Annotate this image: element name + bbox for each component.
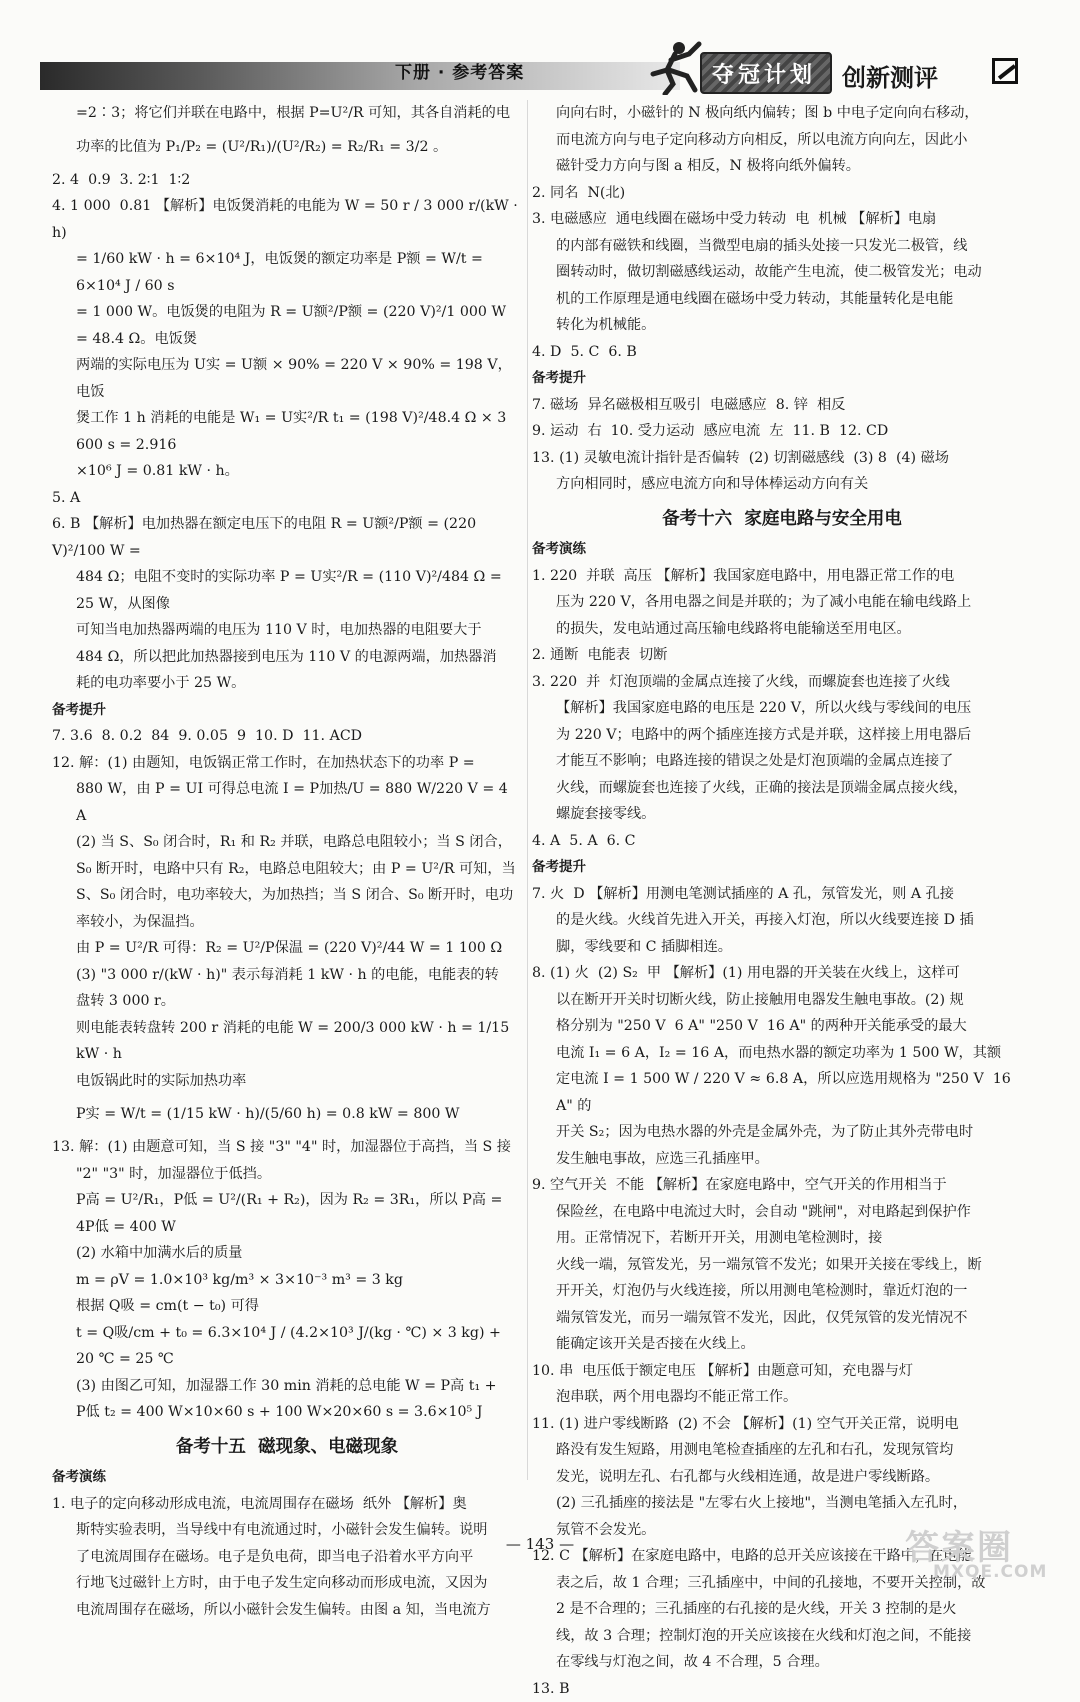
answer-line: 1. 220 并联 高压 【解析】我国家庭电路中，用电器正常工作的电 bbox=[532, 563, 1032, 590]
answer-line: 发光，说明左孔、右孔都与火线相连通，故是进户零线断路。 bbox=[532, 1464, 1032, 1491]
answer-line: 12. 解：(1) 由题知，电饭锅正常工作时，在加热状态下的功率 P = bbox=[52, 750, 522, 777]
answer-line: 才能互不影响；电路连接的错误之处是灯泡顶端的金属点连接了 bbox=[532, 748, 1032, 775]
answer-line: t = Q吸/cm + t₀ = 6.3×10⁴ J / (4.2×10³ J/(kg · ℃) × 3 kg) + 20 ℃ = 25 ℃ bbox=[52, 1320, 522, 1373]
answer-line: 1. 电子的定向移动形成电流，电流周围存在磁场 纸外 【解析】奥 bbox=[52, 1491, 522, 1518]
answer-line: 火线，而螺旋套也连接了火线，正确的接法是顶端金属点接火线， bbox=[532, 775, 1032, 802]
answer-line: S₀ 断开时，电路中只有 R₂，电路总电阻较大；由 P = U²/R 可知，当 bbox=[52, 856, 522, 883]
answer-line: 电饭锅此时的实际加热功率 bbox=[52, 1068, 522, 1095]
checkmark-icon bbox=[992, 58, 1018, 84]
answer-line: 484 Ω，所以把此加热器接到电压为 110 V 的电源两端，加热器消 bbox=[52, 644, 522, 671]
answer-line: 13. B bbox=[532, 1676, 1032, 1702]
answer-line: = 1 000 W。电饭煲的电阻为 R = U额²/P额 = (220 V)²/1 000 W = 48.4 Ω。电饭煲 bbox=[52, 299, 522, 352]
answer-line: 方向相同时，感应电流方向和导体棒运动方向有关 bbox=[532, 471, 1032, 498]
answer-line: P低 t₂ = 400 W×10×60 s + 100 W×20×60 s = 3.6×10⁵ J bbox=[52, 1399, 522, 1426]
answer-line: 发生触电事故，应选三孔插座甲。 bbox=[532, 1146, 1032, 1173]
answer-line: 11. (1) 进户零线断路 (2) 不会 【解析】(1) 空气开关正常，说明电 bbox=[532, 1411, 1032, 1438]
answer-line: =2∶3；将它们并联在电路中，根据 P=U²/R 可知，其各自消耗的电 bbox=[52, 100, 522, 127]
section-title: 备考十五 磁现象、电磁现象 bbox=[52, 1434, 522, 1461]
answer-line: 【解析】我国家庭电路的电压是 220 V，所以火线与零线间的电压 bbox=[532, 695, 1032, 722]
answer-line: (2) 三孔插座的接法是 "左零右火上接地"，当测电笔插入左孔时， bbox=[532, 1490, 1032, 1517]
answer-line: 可知当电加热器两端的电压为 110 V 时，电加热器的电阻要大于 bbox=[52, 617, 522, 644]
answer-line: 率较小，为保温挡。 bbox=[52, 909, 522, 936]
answer-line: 向向右时，小磁针的 N 极向纸内偏转；图 b 中电子定向向右移动， bbox=[532, 100, 1032, 127]
answer-line: 以在断开开关时切断火线，防止接触用电器发生触电事故。(2) 规 bbox=[532, 987, 1032, 1014]
page-number: — 143 — bbox=[0, 1535, 1080, 1553]
answer-line: 2 是不合理的；三孔插座的右孔接的是火线，开关 3 控制的是火 bbox=[532, 1596, 1032, 1623]
answer-line: 13. 解：(1) 由题意可知，当 S 接 "3" "4" 时，加湿器位于高挡，当 S 接 bbox=[52, 1134, 522, 1161]
answer-line: 斯特实验表明，当导线中有电流通过时，小磁针会发生偏转。说明 bbox=[52, 1517, 522, 1544]
left-column bbox=[52, 100, 522, 1623]
answer-line: 用。正常情况下，若断开开关，用测电笔检测时，接 bbox=[532, 1225, 1032, 1252]
subsection-heading: 备考演练 bbox=[52, 1464, 522, 1491]
answer-line: 由 P = U²/R 可得：R₂ = U²/P保温 = (220 V)²/44 W = 1 100 Ω bbox=[52, 935, 522, 962]
answer-line: 4. A 5. A 6. C bbox=[532, 828, 1032, 855]
answer-line: 9. 运动 右 10. 受力运动 感应电流 左 11. B 12. CD bbox=[532, 418, 1032, 445]
answer-line: (2) 当 S、S₀ 闭合时，R₁ 和 R₂ 并联，电路总电阻较小；当 S 闭合， bbox=[52, 829, 522, 856]
answer-line: 3. 电磁感应 通电线圈在磁场中受力转动 电 机械 【解析】电扇 bbox=[532, 206, 1032, 233]
watermark-url: MXQE.COM bbox=[933, 1562, 1047, 1582]
subsection-heading: 备考提升 bbox=[532, 365, 1032, 392]
subsection-heading: 备考提升 bbox=[532, 854, 1032, 881]
answer-line: 484 Ω；电阻不变时的实际功率 P = U实²/R = (110 V)²/484 Ω = 25 W，从图像 bbox=[52, 564, 522, 617]
answer-line: 盘转 3 000 r。 bbox=[52, 988, 522, 1015]
answer-line: 13. (1) 灵敏电流计指针是否偏转 (2) 切割磁感线 (3) 8 (4) 磁场 bbox=[532, 445, 1032, 472]
answer-line: 两端的实际电压为 U实 = U额 × 90% = 220 V × 90% = 198 V，电饭 bbox=[52, 352, 522, 405]
answer-line: 功率的比值为 P₁/P₂ = (U²/R₁)/(U²/R₂) = R₂/R₁ = 3/2 。 bbox=[52, 127, 522, 167]
subsection-heading: 备考演练 bbox=[532, 536, 1032, 563]
answer-line: 4. D 5. C 6. B bbox=[532, 339, 1032, 366]
answer-line: 的内部有磁铁和线圈，当微型电扇的插头处接一只发光二极管，线 bbox=[532, 233, 1032, 260]
answer-line: (3) "3 000 r/(kW · h)" 表示每消耗 1 kW · h 的电能，电能表的转 bbox=[52, 962, 522, 989]
section-title: 备考十六 家庭电路与安全用电 bbox=[532, 506, 1032, 533]
answer-line: 电流周围存在磁场，所以小磁针会发生偏转。由图 a 知，当电流方 bbox=[52, 1597, 522, 1624]
answer-line: 5. A bbox=[52, 485, 522, 512]
answer-line: 10. 串 电压低于额定电压 【解析】由题意可知，充电器与灯 bbox=[532, 1358, 1032, 1385]
answer-line: 6. B 【解析】电加热器在额定电压下的电阻 R = U额²/P额 = (220 V)²/100 W = bbox=[52, 511, 522, 564]
answer-line: 火线一端，氖管发光，另一端氖管不发光；如果开关接在零线上，断 bbox=[532, 1252, 1032, 1279]
answer-line: = 1/60 kW · h = 6×10⁴ J，电饭煲的额定功率是 P额 = W/t = 6×10⁴ J / 60 s bbox=[52, 246, 522, 299]
answer-line: 则电能表转盘转 200 r 消耗的电能 W = 200/3 000 kW · h = 1/15 kW · h bbox=[52, 1015, 522, 1068]
answer-line: 的是火线。火线首先进入开关，再接入灯泡，所以火线要连接 D 插 bbox=[532, 907, 1032, 934]
answer-line: 圈转动时，做切割磁感线运动，故能产生电流，使二极管发光；电动 bbox=[532, 259, 1032, 286]
answer-line: 路没有发生短路，用测电笔检查插座的左孔和右孔，发现氖管均 bbox=[532, 1437, 1032, 1464]
answer-line: 在零线与灯泡之间，故 4 不合理，5 合理。 bbox=[532, 1649, 1032, 1676]
answer-line: 线，故 3 合理；控制灯泡的开关应该接在火线和灯泡之间，不能接 bbox=[532, 1623, 1032, 1650]
answer-line: (3) 由图乙可知，加湿器工作 30 min 消耗的总电能 W = P高 t₁ + bbox=[52, 1373, 522, 1400]
answer-line: 12. C 【解析】在家庭电路中，电路的总开关应该接在干路中，在电能 bbox=[532, 1543, 1032, 1570]
answer-line: 8. (1) 火 (2) S₂ 甲 【解析】(1) 用电器的开关装在火线上，这样可 bbox=[532, 960, 1032, 987]
answer-line: 耗的电功率要小于 25 W。 bbox=[52, 670, 522, 697]
column-divider bbox=[527, 100, 528, 1480]
answer-line: 煲工作 1 h 消耗的电能是 W₁ = U实²/R t₁ = (198 V)²/48.4 Ω × 3 600 s = 2.916 bbox=[52, 405, 522, 458]
answer-line: 而电流方向与电子定向移动方向相反，所以电流方向向左，因此小 bbox=[532, 127, 1032, 154]
answer-line: 9. 空气开关 不能 【解析】在家庭电路中，空气开关的作用相当于 bbox=[532, 1172, 1032, 1199]
answer-line: 磁针受力方向与图 a 相反，N 极将向纸外偏转。 bbox=[532, 153, 1032, 180]
answer-line: 开关 S₂；因为电热水器的外壳是金属外壳，为了防止其外壳带电时 bbox=[532, 1119, 1032, 1146]
answer-line: 保险丝，在电路中电流过大时，会自动 "跳闸"，对电路起到保护作 bbox=[532, 1199, 1032, 1226]
answer-line: 4. 1 000 0.81 【解析】电饭煲消耗的电能为 W = 50 r / 3 000 r/(kW · h) bbox=[52, 193, 522, 246]
answer-line: S、S₀ 闭合时，电功率较大，为加热挡；当 S 闭合、S₀ 断开时，电功 bbox=[52, 882, 522, 909]
answer-line: 电流 I₁ = 6 A，I₂ = 16 A，而电热水器的额定功率为 1 500 W，其额 bbox=[532, 1040, 1032, 1067]
answer-line: 表之后，故 1 合理；三孔插座中，中间的孔接地，不要开关控制，故 bbox=[532, 1570, 1032, 1597]
logo-text: 夺冠计划 bbox=[712, 58, 816, 89]
answer-line: 脚，零线要和 C 插脚相连。 bbox=[532, 934, 1032, 961]
answer-line: 为 220 V；电路中的两个插座连接方式是并联，这样接上用电器后 bbox=[532, 722, 1032, 749]
header-gradient-bar bbox=[40, 62, 680, 90]
answer-line: 2. 同名 N(北) bbox=[532, 180, 1032, 207]
answer-line: 格分别为 "250 V 6 A" "250 V 16 A" 的两种开关能承受的最大 bbox=[532, 1013, 1032, 1040]
answer-line: ×10⁶ J = 0.81 kW · h。 bbox=[52, 458, 522, 485]
answer-line: "2" "3" 时，加湿器位于低挡。 bbox=[52, 1161, 522, 1188]
answer-line: 泡串联，两个用电器均不能正常工作。 bbox=[532, 1384, 1032, 1411]
answer-line: 7. 火 D 【解析】用测电笔测试插座的 A 孔，氖管发光，则 A 孔接 bbox=[532, 881, 1032, 908]
answer-line: 3. 220 并 灯泡顶端的金属点连接了火线，而螺旋套也连接了火线 bbox=[532, 669, 1032, 696]
answer-line: 了电流周围存在磁场。电子是负电荷，即当电子沿着水平方向平 bbox=[52, 1544, 522, 1571]
answer-line: m = ρV = 1.0×10³ kg/m³ × 3×10⁻³ m³ = 3 kg bbox=[52, 1267, 522, 1294]
answer-line: 机的工作原理是通电线圈在磁场中受力转动，其能量转化是电能 bbox=[532, 286, 1032, 313]
answer-line: 开开关，灯泡仍与火线连接，所以用测电笔检测时，靠近灯泡的一 bbox=[532, 1278, 1032, 1305]
answer-line: 能确定该开关是否接在火线上。 bbox=[532, 1331, 1032, 1358]
answer-line: 端氖管发光，而另一端氖管不发光，因此，仅凭氖管的发光情况不 bbox=[532, 1305, 1032, 1332]
subsection-heading: 备考提升 bbox=[52, 697, 522, 724]
answer-line: 根据 Q吸 = cm(t − t₀) 可得 bbox=[52, 1293, 522, 1320]
answer-line: 7. 3.6 8. 0.2 84 9. 0.05 9 10. D 11. ACD bbox=[52, 723, 522, 750]
answer-line: 氖管不会发光。 bbox=[532, 1517, 1032, 1544]
answer-line: 行地飞过磁针上方时，由于电子发生定向移动而形成电流，又因为 bbox=[52, 1570, 522, 1597]
answer-line: P高 = U²/R₁，P低 = U²/(R₁ + R₂)，因为 R₂ = 3R₁，所以 P高 = 4P低 = 400 W bbox=[52, 1187, 522, 1240]
answer-line: 的损失，发电站通过高压输电线路将电能输送至用电区。 bbox=[532, 616, 1032, 643]
header-title: 下册 · 参考答案 bbox=[395, 58, 524, 83]
answer-line: 螺旋套接零线。 bbox=[532, 801, 1032, 828]
answer-line: 2. 通断 电能表 切断 bbox=[532, 642, 1032, 669]
watermark-text: 答案圈 bbox=[905, 1520, 1013, 1569]
watermark-logo bbox=[905, 1520, 1065, 1590]
page-header bbox=[0, 0, 1080, 100]
answer-line: 转化为机械能。 bbox=[532, 312, 1032, 339]
header-subtitle: 创新测评 bbox=[842, 58, 938, 93]
answer-line: 2. 4 0.9 3. 2∶1 1∶2 bbox=[52, 167, 522, 194]
answer-line: 7. 磁场 异名磁极相互吸引 电磁感应 8. 锌 相反 bbox=[532, 392, 1032, 419]
answer-line: 压为 220 V，各用电器之间是并联的；为了减小电能在输电线路上 bbox=[532, 589, 1032, 616]
answer-line: P实 = W/t = (1/15 kW · h)/(5/60 h) = 0.8 kW = 800 W bbox=[52, 1094, 522, 1134]
answer-line: 880 W，由 P = UI 可得总电流 I = P加热/U = 880 W/220 V = 4 A bbox=[52, 776, 522, 829]
logo-runner-icon bbox=[645, 40, 703, 95]
answer-line: (2) 水箱中加满水后的质量 bbox=[52, 1240, 522, 1267]
right-column bbox=[532, 100, 1032, 1702]
answer-line: 定电流 I = 1 500 W / 220 V ≈ 6.8 A，所以应选用规格为 "250 V 16 A" 的 bbox=[532, 1066, 1032, 1119]
